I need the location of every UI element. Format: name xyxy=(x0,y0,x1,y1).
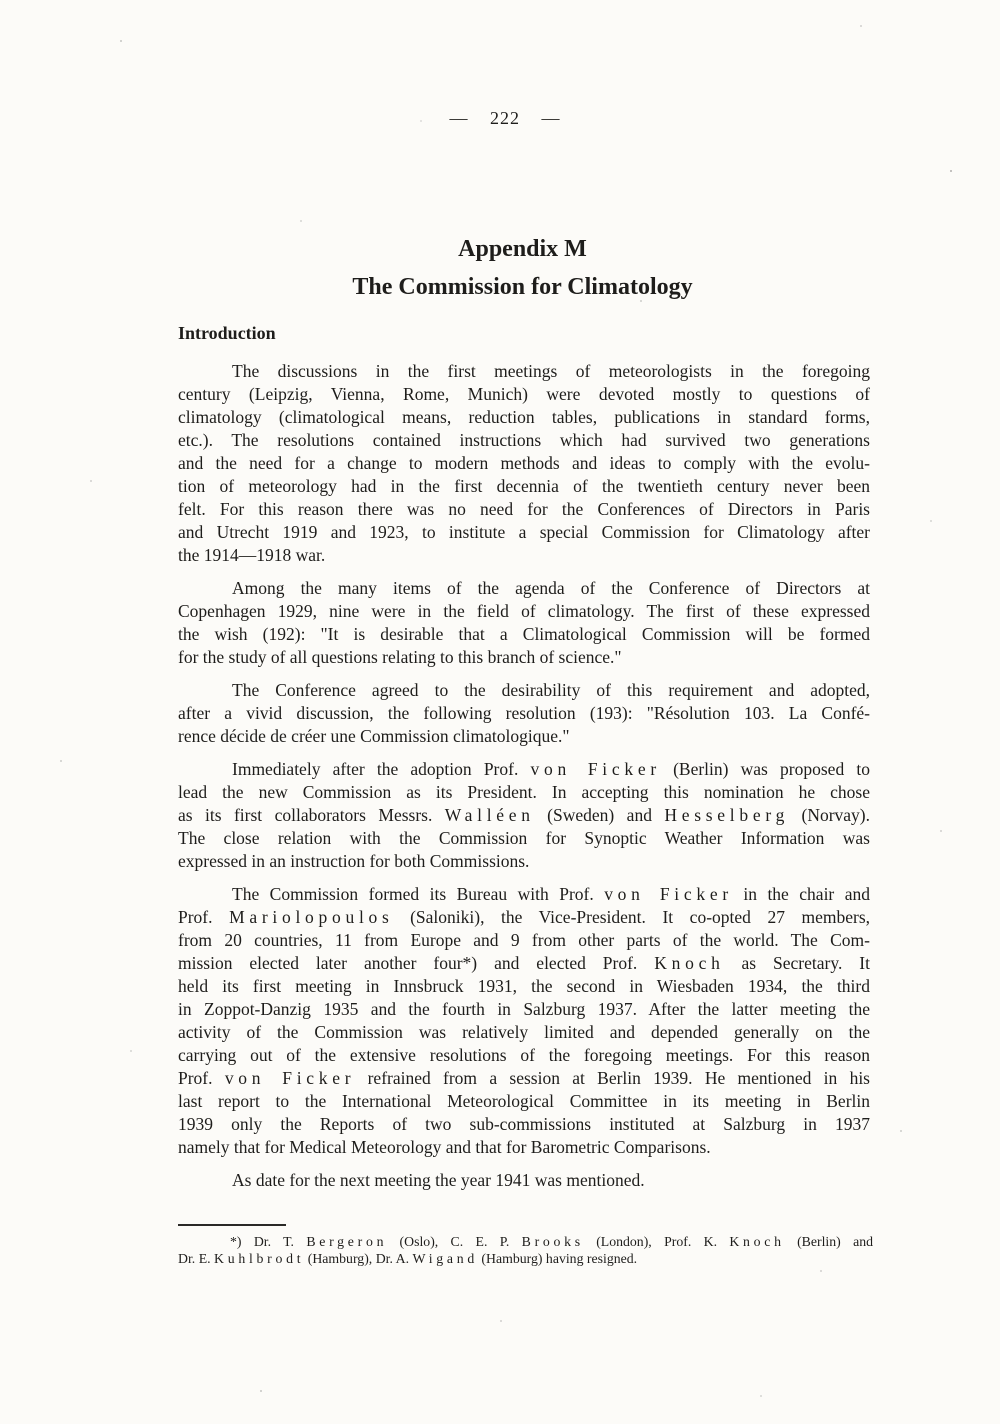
text-line: the wish (192): "It is desirable that a Climatological Commission will be formed xyxy=(178,624,870,644)
letterspaced-name: Brooks xyxy=(521,1234,584,1249)
text-line: Dr. E. Kuhlbrodt (Hamburg), Dr. A. Wigand (Hamburg) having resigned. xyxy=(178,1251,638,1266)
text-line: etc.). The resolutions contained instructions which had survived two generations xyxy=(178,430,870,450)
text-line: climatology (climatological means, reduction tables, publications in standard forms, xyxy=(178,407,870,427)
text-line: from 20 countries, 11 from Europe and 9 from other parts of the world. The Com- xyxy=(178,930,870,950)
text-line: felt. For this reason there was no need for the Conferences of Directors in Paris xyxy=(178,499,870,519)
text-line: as its first collaborators Messrs. Walléen (Sweden) and Hesselberg (Norvay). xyxy=(178,805,871,825)
text-line: The Conference agreed to the desirability of this requirement and adopted, xyxy=(232,680,870,700)
paragraph xyxy=(178,360,870,567)
letterspaced-name: von Ficker xyxy=(224,1068,356,1088)
text-line: century (Leipzig, Vienna, Rome, Munich) were devoted mostly to questions of xyxy=(178,384,870,404)
text-line: after a vivid discussion, the following resolution (193): "Résolution 103. La Confé- xyxy=(178,703,870,723)
text-line: namely that for Medical Meteorology and that for Barometric Comparisons. xyxy=(178,1137,711,1157)
text-line: expressed in an instruction for both Commissions. xyxy=(178,851,530,871)
paragraph xyxy=(178,758,870,873)
text-line: *) Dr. T. Bergeron (Oslo), C. E. P. Brooks (London), Prof. K. Knoch (Berlin) and xyxy=(230,1234,874,1249)
text-line: The discussions in the first meetings of meteorologists in the foregoing xyxy=(232,361,870,381)
text-line: As date for the next meeting the year 1941 was mentioned. xyxy=(232,1170,645,1190)
paragraph xyxy=(178,883,870,1159)
letterspaced-name: Wigand xyxy=(412,1251,478,1266)
letterspaced-name: Mariolopoulos xyxy=(229,907,394,927)
letterspaced-name: von Ficker xyxy=(530,759,661,779)
document-subtitle: The Commission for Climatology xyxy=(352,274,693,300)
text-line: The close relation with the Commission for Synoptic Weather Information was xyxy=(178,828,870,848)
appendix-title: Appendix M xyxy=(458,236,587,262)
letterspaced-name: Knoch xyxy=(729,1234,785,1249)
text-line: tion of meteorology had in the first decennia of the twentieth century never been xyxy=(178,476,870,496)
text-line: activity of the Commission was relatively limited and depended generally on the xyxy=(178,1022,870,1042)
text-line: rence décide de créer une Commission climatologique." xyxy=(178,726,570,746)
letterspaced-name: Bergeron xyxy=(306,1234,388,1249)
text-line: Among the many items of the agenda of the Conference of Directors at xyxy=(232,578,870,598)
letterspaced-name: Walléen xyxy=(444,805,535,825)
text-line: last report to the International Meteorological Committee in its meeting in Berlin xyxy=(178,1091,870,1111)
paragraph xyxy=(178,679,870,748)
text-line: Immediately after the adoption Prof. von Ficker (Berlin) was proposed to xyxy=(232,759,870,779)
text-line: Copenhagen 1929, nine were in the field of climatology. The first of these expressed xyxy=(178,601,870,621)
text-line: the 1914—1918 war. xyxy=(178,545,326,565)
letterspaced-name: Hesselberg xyxy=(664,805,790,825)
text-line: Prof. Mariolopoulos (Saloniki), the Vice-President. It co-opted 27 members, xyxy=(178,907,871,927)
letterspaced-name: Kuhlbrodt xyxy=(214,1251,305,1266)
section-heading-introduction: Introduction xyxy=(178,323,276,343)
paragraph xyxy=(178,577,870,669)
text-line: lead the new Commission as its President. In accepting this nomination he chose xyxy=(178,782,870,802)
footnote-divider xyxy=(178,1224,286,1226)
text-line: and Utrecht 1919 and 1923, to institute a special Commission for Climatology after xyxy=(178,522,870,542)
text-line: The Commission formed its Bureau with Prof. von Ficker in the chair and xyxy=(232,884,870,904)
document-body xyxy=(178,360,870,1202)
text-line: mission elected later another four*) and elected Prof. Knoch as Secretary. It xyxy=(178,953,870,973)
text-line: 1939 only the Reports of two sub-commissions instituted at Salzburg in 1937 xyxy=(178,1114,870,1134)
text-line: in Zoppot-Danzig 1935 and the fourth in Salzburg 1937. After the latter meeting the xyxy=(178,999,870,1019)
page-number: — 222 — xyxy=(449,108,561,128)
letterspaced-name: Knoch xyxy=(654,953,725,973)
text-line: for the study of all questions relating to this branch of science." xyxy=(178,647,622,667)
text-line: held its first meeting in Innsbruck 1931, the second in Wiesbaden 1934, the third xyxy=(178,976,870,996)
letterspaced-name: von Ficker xyxy=(604,884,733,904)
text-line: and the need for a change to modern methods and ideas to comply with the evolu- xyxy=(178,453,870,473)
text-line: Prof. von Ficker refrained from a session at Berlin 1939. He mentioned in his xyxy=(178,1068,870,1088)
text-line: carrying out of the extensive resolutions of the foregoing meetings. For this reason xyxy=(178,1045,870,1065)
paragraph xyxy=(178,1169,870,1192)
footnote-text xyxy=(178,1233,873,1267)
